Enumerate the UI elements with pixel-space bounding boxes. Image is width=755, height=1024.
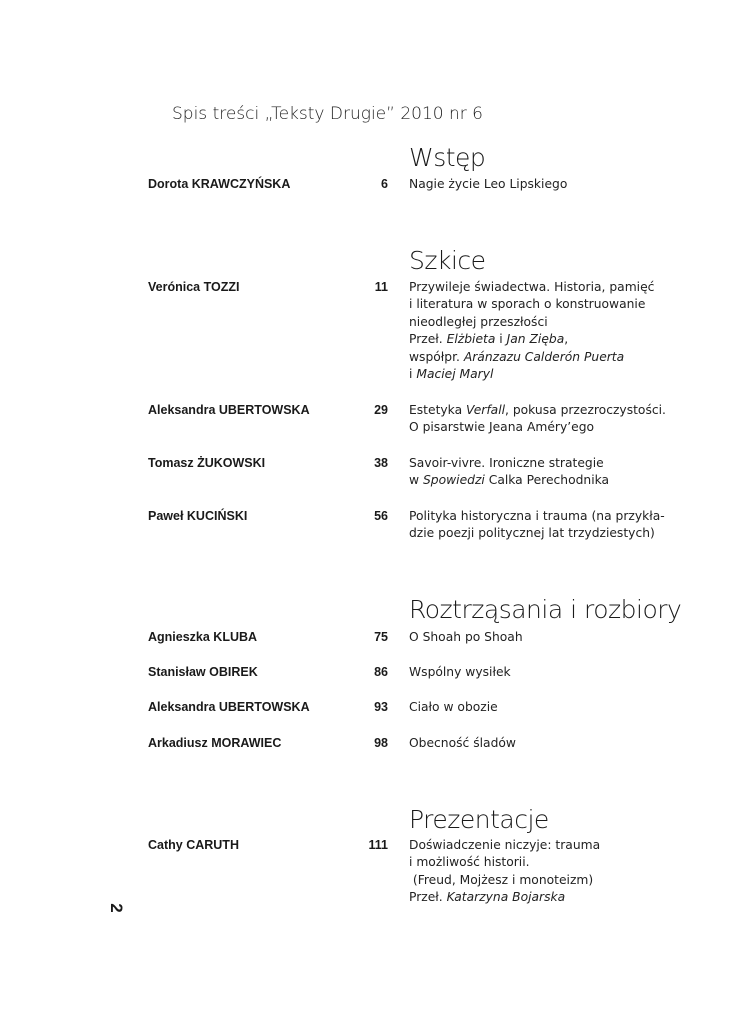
- title-line: O pisarstwie Jeana Améry’ego: [409, 420, 595, 435]
- section-heading-szkice: Szkice: [409, 246, 486, 275]
- toc-author: Agnieszka KLUBA: [148, 630, 258, 644]
- title-italic: Verfall: [466, 403, 506, 417]
- title-line: Ciało w obozie: [409, 700, 498, 714]
- translator-prefix: Przeł.: [409, 332, 447, 347]
- toc-page-number: 75: [374, 630, 388, 644]
- title-line: [409, 402, 669, 419]
- title-line: Savoir-vivre. Ironiczne strategie: [409, 456, 604, 470]
- collab-prefix: współpr.: [409, 349, 464, 364]
- toc-author: Aleksandra UBERTOWSKA: [148, 403, 310, 417]
- conjunction: i: [495, 332, 507, 347]
- title-line: i literatura w sporach o konstruowanie: [409, 297, 646, 312]
- title-line: (Freud, Mojżesz i monoteizm): [409, 872, 594, 887]
- translator-name: Jan Zięba: [506, 332, 565, 347]
- conjunction: i: [409, 367, 417, 382]
- toc-page-number: 98: [374, 736, 388, 750]
- collaborator-line: [409, 349, 669, 366]
- collaborator-name: Aránzazu Calderón Puerta: [463, 349, 625, 364]
- title-line: dzie poezji politycznej lat trzydziestych): [409, 526, 655, 541]
- toc-author: Verónica TOZZI: [148, 280, 240, 294]
- title-text: Estetyka: [409, 403, 467, 417]
- toc-entry-title: [409, 735, 669, 752]
- translator-name: Elżbieta: [446, 332, 496, 347]
- toc-author: Stanisław OBIREK: [148, 665, 258, 679]
- toc-entry-title: [409, 508, 669, 543]
- toc-entry-title: [409, 664, 669, 681]
- toc-page-number: 29: [374, 403, 388, 417]
- toc-page-number: 86: [374, 665, 388, 679]
- title-line: Nagie życie Leo Lipskiego: [409, 177, 568, 191]
- title-line: Wspólny wysiłek: [409, 665, 511, 679]
- title-line: [409, 472, 669, 489]
- toc-entry-title: [409, 837, 669, 907]
- toc-page-number: 38: [374, 456, 388, 470]
- toc-author: Aleksandra UBERTOWSKA: [148, 700, 310, 714]
- toc-author: Paweł KUCIŃSKI: [148, 509, 248, 523]
- toc-author: Dorota KRAWCZYŃSKA: [148, 177, 291, 191]
- toc-page-number: 11: [374, 280, 388, 294]
- title-line: Polityka historyczna i trauma (na przykła-: [409, 509, 665, 523]
- title-italic: Spowiedzi: [422, 473, 485, 488]
- title-line: nieodległej przeszłości: [409, 314, 548, 329]
- section-heading-prezentacje: Prezentacje: [409, 805, 549, 834]
- page-number: 2: [107, 903, 126, 913]
- toc-entry-title: [409, 176, 669, 193]
- collaborator-name: Maciej Maryl: [416, 367, 494, 382]
- title-line: O Shoah po Shoah: [409, 630, 523, 644]
- toc-entry-title: [409, 402, 669, 437]
- title-text: Calka Perechodnika: [484, 473, 610, 488]
- title-text: w: [409, 473, 423, 488]
- page-title: Spis treści „Teksty Drugie” 2010 nr 6: [172, 104, 483, 124]
- title-line: Obecność śladów: [409, 736, 516, 750]
- translator-name: Katarzyna Bojarska: [446, 890, 566, 905]
- toc-page-number: 56: [374, 509, 388, 523]
- section-heading-roztrzasania: Roztrząsania i rozbiory: [409, 595, 682, 624]
- toc-page-number: 6: [381, 177, 388, 191]
- translator-line: [409, 889, 669, 906]
- collaborator-line: [409, 366, 669, 383]
- toc-page-number: 93: [374, 700, 388, 714]
- title-line: Przywileje świadectwa. Historia, pamięć: [409, 280, 655, 294]
- section-heading-wstep: Wstęp: [409, 143, 486, 172]
- toc-page-number: 111: [368, 838, 388, 852]
- toc-author: Tomasz ŻUKOWSKI: [148, 456, 266, 470]
- toc-author: Arkadiusz MORAWIEC: [148, 736, 282, 750]
- toc-entry-title: [409, 455, 669, 490]
- translator-line: [409, 331, 669, 348]
- title-line: Doświadczenie niczyje: trauma: [409, 838, 601, 852]
- toc-entry-title: [409, 629, 669, 646]
- punctuation: ,: [564, 332, 569, 347]
- translator-prefix: Przeł.: [409, 890, 447, 905]
- toc-entry-title: [409, 279, 669, 383]
- toc-entry-title: [409, 699, 669, 716]
- title-text: , pokusa przezroczystości.: [505, 403, 666, 417]
- title-line: i możliwość historii.: [409, 855, 530, 870]
- toc-author: Cathy CARUTH: [148, 838, 239, 852]
